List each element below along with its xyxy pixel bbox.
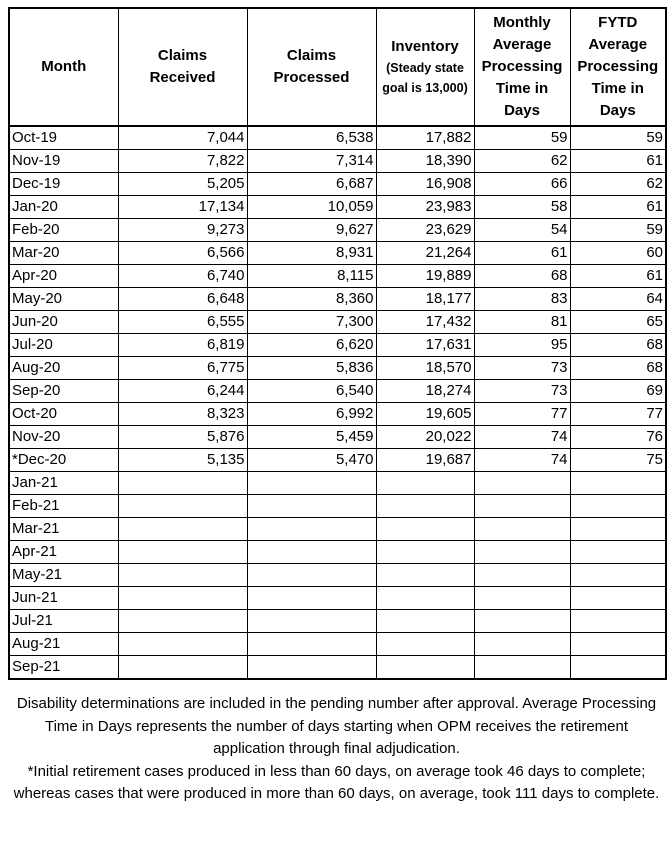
cell-fytd-average: 59 xyxy=(570,219,666,242)
cell-inventory xyxy=(376,541,474,564)
cell-inventory: 21,264 xyxy=(376,242,474,265)
cell-claims-received: 6,819 xyxy=(118,334,247,357)
cell-fytd-average: 62 xyxy=(570,173,666,196)
footnotes xyxy=(8,693,665,806)
cell-claims-processed xyxy=(247,610,376,633)
table-row xyxy=(9,610,666,633)
cell-inventory: 17,432 xyxy=(376,311,474,334)
cell-month: Aug-21 xyxy=(9,633,118,656)
cell-inventory: 19,687 xyxy=(376,449,474,472)
cell-monthly-average xyxy=(474,541,570,564)
cell-fytd-average: 61 xyxy=(570,196,666,219)
cell-fytd-average: 68 xyxy=(570,357,666,380)
cell-fytd-average: 68 xyxy=(570,334,666,357)
cell-monthly-average xyxy=(474,610,570,633)
table-row xyxy=(9,380,666,403)
cell-claims-processed: 6,687 xyxy=(247,173,376,196)
cell-fytd-average: 65 xyxy=(570,311,666,334)
cell-fytd-average: 76 xyxy=(570,426,666,449)
cell-inventory xyxy=(376,656,474,680)
cell-claims-processed: 6,992 xyxy=(247,403,376,426)
cell-month: Jun-21 xyxy=(9,587,118,610)
cell-inventory: 19,889 xyxy=(376,265,474,288)
cell-claims-received: 5,205 xyxy=(118,173,247,196)
cell-claims-processed: 9,627 xyxy=(247,219,376,242)
cell-month: Jun-20 xyxy=(9,311,118,334)
cell-claims-processed xyxy=(247,472,376,495)
cell-claims-processed: 8,360 xyxy=(247,288,376,311)
cell-month: Nov-20 xyxy=(9,426,118,449)
cell-fytd-average: 69 xyxy=(570,380,666,403)
cell-month: May-20 xyxy=(9,288,118,311)
cell-monthly-average: 61 xyxy=(474,242,570,265)
cell-monthly-average xyxy=(474,587,570,610)
cell-fytd-average xyxy=(570,610,666,633)
cell-claims-processed: 6,620 xyxy=(247,334,376,357)
cell-monthly-average xyxy=(474,518,570,541)
table-row xyxy=(9,587,666,610)
table-row xyxy=(9,495,666,518)
cell-claims-received: 6,648 xyxy=(118,288,247,311)
cell-claims-received: 5,135 xyxy=(118,449,247,472)
table-row xyxy=(9,126,666,150)
cell-claims-processed xyxy=(247,564,376,587)
cell-inventory xyxy=(376,518,474,541)
table-row xyxy=(9,173,666,196)
footnote-processing-time: Disability determinations are included in the pending number after approval. Average Processing Time in Days represents the number of days starting when OPM receives the retirement application through final adjudication. xyxy=(16,695,657,757)
cell-monthly-average: 74 xyxy=(474,449,570,472)
table-row xyxy=(9,288,666,311)
claims-table xyxy=(8,7,667,680)
cell-monthly-average xyxy=(474,564,570,587)
cell-inventory: 17,631 xyxy=(376,334,474,357)
table-row xyxy=(9,242,666,265)
table-row xyxy=(9,196,666,219)
cell-fytd-average xyxy=(570,495,666,518)
cell-claims-processed: 6,540 xyxy=(247,380,376,403)
cell-inventory: 20,022 xyxy=(376,426,474,449)
cell-month: Dec-19 xyxy=(9,173,118,196)
cell-claims-processed: 10,059 xyxy=(247,196,376,219)
cell-claims-received xyxy=(118,633,247,656)
header-claims-processed: Claims Processed xyxy=(247,8,376,126)
cell-month: Aug-20 xyxy=(9,357,118,380)
header-row xyxy=(9,8,666,126)
cell-inventory: 19,605 xyxy=(376,403,474,426)
cell-claims-received xyxy=(118,587,247,610)
cell-month: May-21 xyxy=(9,564,118,587)
table-row xyxy=(9,357,666,380)
cell-month: *Dec-20 xyxy=(9,449,118,472)
cell-monthly-average: 73 xyxy=(474,357,570,380)
cell-monthly-average: 74 xyxy=(474,426,570,449)
cell-fytd-average: 61 xyxy=(570,265,666,288)
table-row xyxy=(9,403,666,426)
cell-month: Jan-21 xyxy=(9,472,118,495)
cell-monthly-average: 62 xyxy=(474,150,570,173)
footnote-initial-cases: *Initial retirement cases produced in less than 60 days, on average took 46 days to complete; whereas cases that were produced in more than 60 days, on average, took 111 days to complete. xyxy=(13,762,660,802)
cell-claims-received xyxy=(118,564,247,587)
cell-fytd-average xyxy=(570,656,666,680)
cell-inventory xyxy=(376,472,474,495)
cell-fytd-average xyxy=(570,587,666,610)
table-body xyxy=(9,126,666,679)
cell-inventory xyxy=(376,495,474,518)
cell-inventory: 18,177 xyxy=(376,288,474,311)
cell-fytd-average: 59 xyxy=(570,126,666,150)
cell-month: Sep-21 xyxy=(9,656,118,680)
cell-claims-received: 6,566 xyxy=(118,242,247,265)
cell-claims-processed xyxy=(247,633,376,656)
cell-claims-received: 17,134 xyxy=(118,196,247,219)
cell-month: Apr-21 xyxy=(9,541,118,564)
table-row xyxy=(9,472,666,495)
table-row xyxy=(9,334,666,357)
cell-claims-processed xyxy=(247,656,376,680)
cell-month: Oct-20 xyxy=(9,403,118,426)
cell-monthly-average xyxy=(474,656,570,680)
cell-inventory: 18,570 xyxy=(376,357,474,380)
cell-fytd-average xyxy=(570,518,666,541)
cell-monthly-average xyxy=(474,495,570,518)
table-row xyxy=(9,633,666,656)
cell-claims-received: 6,244 xyxy=(118,380,247,403)
cell-claims-received: 7,044 xyxy=(118,126,247,150)
cell-fytd-average: 64 xyxy=(570,288,666,311)
cell-fytd-average xyxy=(570,633,666,656)
cell-monthly-average: 95 xyxy=(474,334,570,357)
cell-claims-received xyxy=(118,656,247,680)
cell-claims-received xyxy=(118,495,247,518)
table-row xyxy=(9,219,666,242)
table-row xyxy=(9,150,666,173)
cell-claims-processed: 5,459 xyxy=(247,426,376,449)
cell-inventory xyxy=(376,633,474,656)
cell-month: Sep-20 xyxy=(9,380,118,403)
cell-inventory xyxy=(376,610,474,633)
cell-inventory: 18,274 xyxy=(376,380,474,403)
cell-claims-received xyxy=(118,541,247,564)
inventory-goal-note: (Steady state goal is 13,000) xyxy=(382,61,468,95)
cell-monthly-average: 58 xyxy=(474,196,570,219)
cell-claims-processed xyxy=(247,518,376,541)
table-row xyxy=(9,656,666,680)
header-month: Month xyxy=(9,8,118,126)
cell-inventory: 18,390 xyxy=(376,150,474,173)
header-monthly-average: Monthly Average Processing Time in Days xyxy=(474,8,570,126)
cell-month: Jul-20 xyxy=(9,334,118,357)
cell-month: Feb-21 xyxy=(9,495,118,518)
cell-monthly-average: 68 xyxy=(474,265,570,288)
cell-monthly-average: 73 xyxy=(474,380,570,403)
table-row xyxy=(9,518,666,541)
cell-month: Nov-19 xyxy=(9,150,118,173)
cell-fytd-average: 77 xyxy=(570,403,666,426)
cell-month: Mar-20 xyxy=(9,242,118,265)
cell-monthly-average: 83 xyxy=(474,288,570,311)
table-row xyxy=(9,426,666,449)
header-inventory: Inventory (Steady state goal is 13,000) xyxy=(376,8,474,126)
cell-inventory: 23,983 xyxy=(376,196,474,219)
cell-claims-received: 6,555 xyxy=(118,311,247,334)
cell-inventory: 17,882 xyxy=(376,126,474,150)
table-header xyxy=(9,8,666,126)
cell-monthly-average: 59 xyxy=(474,126,570,150)
cell-monthly-average xyxy=(474,472,570,495)
cell-claims-processed: 8,931 xyxy=(247,242,376,265)
cell-monthly-average: 66 xyxy=(474,173,570,196)
cell-inventory: 23,629 xyxy=(376,219,474,242)
cell-fytd-average xyxy=(570,564,666,587)
cell-fytd-average xyxy=(570,541,666,564)
cell-fytd-average: 60 xyxy=(570,242,666,265)
cell-claims-received: 5,876 xyxy=(118,426,247,449)
cell-claims-received: 6,740 xyxy=(118,265,247,288)
table-row xyxy=(9,449,666,472)
cell-claims-processed: 7,314 xyxy=(247,150,376,173)
cell-claims-received: 6,775 xyxy=(118,357,247,380)
cell-claims-processed xyxy=(247,495,376,518)
table-row xyxy=(9,265,666,288)
cell-claims-processed: 6,538 xyxy=(247,126,376,150)
cell-monthly-average: 77 xyxy=(474,403,570,426)
cell-fytd-average xyxy=(570,472,666,495)
cell-claims-processed: 5,470 xyxy=(247,449,376,472)
cell-claims-processed: 5,836 xyxy=(247,357,376,380)
cell-claims-received: 9,273 xyxy=(118,219,247,242)
table-row xyxy=(9,311,666,334)
cell-month: Jan-20 xyxy=(9,196,118,219)
cell-claims-received: 8,323 xyxy=(118,403,247,426)
cell-month: Feb-20 xyxy=(9,219,118,242)
table-row xyxy=(9,564,666,587)
cell-monthly-average: 54 xyxy=(474,219,570,242)
cell-claims-received xyxy=(118,472,247,495)
cell-inventory: 16,908 xyxy=(376,173,474,196)
cell-month: Jul-21 xyxy=(9,610,118,633)
cell-claims-received: 7,822 xyxy=(118,150,247,173)
cell-month: Oct-19 xyxy=(9,126,118,150)
cell-inventory xyxy=(376,564,474,587)
cell-monthly-average: 81 xyxy=(474,311,570,334)
cell-claims-processed xyxy=(247,541,376,564)
table-row xyxy=(9,541,666,564)
cell-claims-processed xyxy=(247,587,376,610)
cell-monthly-average xyxy=(474,633,570,656)
header-fytd-average: FYTD Average Processing Time in Days xyxy=(570,8,666,126)
cell-month: Apr-20 xyxy=(9,265,118,288)
cell-fytd-average: 75 xyxy=(570,449,666,472)
cell-claims-processed: 8,115 xyxy=(247,265,376,288)
cell-claims-received xyxy=(118,518,247,541)
cell-inventory xyxy=(376,587,474,610)
cell-month: Mar-21 xyxy=(9,518,118,541)
cell-claims-received xyxy=(118,610,247,633)
header-claims-received: Claims Received xyxy=(118,8,247,126)
cell-fytd-average: 61 xyxy=(570,150,666,173)
cell-claims-processed: 7,300 xyxy=(247,311,376,334)
